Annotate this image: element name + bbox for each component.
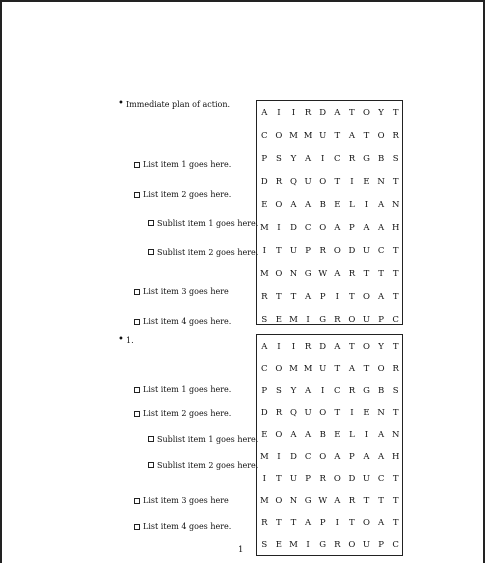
grid-letter: O: [275, 430, 283, 440]
grid-letter: T: [378, 269, 384, 279]
grid-row: [257, 103, 402, 123]
grid-letter: I: [364, 430, 369, 440]
grid-letter: O: [319, 452, 327, 462]
grid-letter: R: [319, 246, 326, 256]
grid-letter: G: [363, 154, 370, 164]
grid-row: [257, 359, 402, 379]
grid-letter: A: [363, 223, 370, 233]
grid-letter: D: [319, 342, 327, 352]
grid-row: [257, 126, 402, 146]
grid-letter: U: [289, 246, 298, 256]
grid-letter: U: [362, 540, 371, 550]
grid-letter: M: [259, 223, 269, 233]
grid-letter: A: [290, 430, 297, 440]
grid-letter: I: [306, 315, 310, 325]
grid-letter: N: [289, 269, 298, 279]
grid-letter: A: [348, 364, 355, 374]
grid-letter: P: [305, 246, 311, 256]
checkbox-icon: [134, 162, 140, 168]
checkbox-icon: [134, 498, 140, 504]
grid-letter: I: [277, 223, 281, 233]
grid-letter: M: [259, 269, 269, 279]
grid-letter: A: [305, 200, 312, 210]
grid-letter: O: [319, 177, 327, 187]
checkbox-icon: [148, 436, 154, 442]
grid-letter: S: [261, 315, 268, 325]
grid-letter: U: [362, 474, 371, 484]
list-item: List item 1 goes here.: [134, 385, 231, 394]
grid-letter: G: [319, 315, 327, 325]
grid-letter: T: [392, 108, 399, 118]
grid-row: [257, 381, 402, 401]
list-item: List item 1 goes here.: [134, 160, 231, 169]
grid-letter: O: [363, 518, 370, 528]
grid-letter: L: [349, 200, 355, 210]
grid-row: [257, 287, 402, 307]
grid-letter: R: [348, 269, 356, 279]
grid-letter: T: [363, 269, 370, 279]
grid-letter: Y: [378, 108, 384, 118]
grid-letter: M: [289, 364, 298, 374]
grid-letter: D: [290, 452, 297, 462]
grid-letter: R: [319, 474, 326, 484]
grid-letter: T: [378, 496, 384, 506]
grid-letter: T: [276, 474, 282, 484]
grid-row: [257, 535, 402, 555]
grid-letter: I: [321, 386, 325, 396]
grid-letter: D: [260, 177, 268, 187]
grid-letter: U: [319, 131, 327, 141]
grid-letter: N: [289, 496, 298, 506]
grid-letter: C: [377, 246, 385, 256]
grid-letter: A: [348, 131, 355, 141]
grid-letter: G: [304, 269, 312, 279]
grid-letter: P: [261, 386, 268, 396]
grid-letter: O: [333, 246, 341, 256]
grid-letter: N: [377, 177, 385, 187]
bullet-marker: •: [118, 98, 124, 109]
sublist-item: Sublist item 1 goes here.: [148, 435, 258, 444]
grid-row: [257, 172, 402, 192]
sublist-item: Sublist item 1 goes here.: [148, 219, 258, 228]
grid-letter: T: [349, 292, 355, 302]
grid-row: [257, 513, 402, 533]
grid-letter: O: [275, 200, 283, 210]
grid-letter: I: [291, 108, 296, 118]
grid-letter: O: [333, 474, 341, 484]
grid-row: [257, 195, 402, 215]
grid-letter: W: [318, 269, 328, 279]
grid-letter: O: [348, 315, 356, 325]
grid-letter: A: [290, 200, 297, 210]
grid-letter: A: [305, 292, 312, 302]
grid-letter: G: [363, 386, 370, 396]
grid-letter: O: [377, 131, 385, 141]
grid-letter: P: [378, 540, 384, 550]
grid-letter: H: [391, 452, 400, 462]
grid-letter: I: [335, 518, 339, 528]
grid-letter: T: [392, 496, 399, 506]
grid-letter: S: [275, 386, 282, 396]
grid-letter: I: [277, 108, 281, 118]
grid-letter: T: [363, 496, 370, 506]
list-item: List item 4 goes here.: [134, 522, 231, 531]
grid-letter: P: [378, 315, 384, 325]
block-heading: 1.: [126, 336, 134, 345]
grid-letter: I: [335, 292, 339, 302]
grid-letter: N: [391, 200, 400, 210]
grid-letter: T: [349, 108, 355, 118]
grid-letter: M: [303, 364, 313, 374]
grid-letter: S: [275, 154, 282, 164]
grid-letter: I: [350, 408, 354, 418]
grid-letter: O: [348, 540, 356, 550]
grid-row: [257, 337, 402, 357]
grid-letter: C: [261, 364, 268, 374]
grid-letter: P: [349, 452, 355, 462]
checkbox-icon: [134, 289, 140, 295]
grid-letter: C: [304, 452, 312, 462]
grid-letter: P: [349, 223, 355, 233]
grid-letter: R: [348, 154, 356, 164]
grid-letter: I: [277, 452, 281, 462]
grid-letter: A: [363, 452, 370, 462]
grid-letter: U: [319, 364, 327, 374]
grid-letter: I: [306, 540, 310, 550]
grid-letter: S: [392, 386, 399, 396]
grid-letter: A: [378, 223, 385, 233]
grid-letter: O: [363, 342, 370, 352]
grid-letter: I: [262, 474, 266, 484]
grid-letter: R: [304, 108, 312, 118]
grid-letter: Y: [290, 154, 297, 164]
grid-letter: T: [363, 364, 370, 374]
grid-letter: C: [334, 154, 341, 164]
grid-letter: O: [275, 496, 283, 506]
checkbox-icon: [134, 319, 140, 325]
grid-row: [257, 469, 402, 489]
word-search-grid: [256, 100, 403, 325]
grid-letter: T: [392, 408, 399, 418]
grid-letter: I: [277, 342, 281, 352]
sublist-item: Sublist item 2 goes here.: [148, 461, 258, 470]
grid-letter: Q: [290, 177, 297, 187]
page-number: 1: [238, 545, 244, 555]
list-item: List item 2 goes here.: [134, 409, 231, 418]
grid-row: [257, 403, 402, 423]
grid-letter: G: [319, 540, 327, 550]
grid-letter: I: [350, 177, 354, 187]
grid-letter: C: [334, 386, 341, 396]
grid-letter: B: [319, 200, 326, 210]
grid-letter: O: [275, 131, 283, 141]
grid-letter: T: [334, 131, 341, 141]
grid-letter: T: [392, 518, 399, 528]
grid-letter: A: [378, 430, 385, 440]
list-item: List item 4 goes here.: [134, 317, 231, 326]
grid-letter: R: [261, 292, 268, 302]
grid-letter: U: [289, 474, 298, 484]
grid-letter: E: [261, 430, 268, 440]
grid-letter: A: [378, 200, 385, 210]
grid-letter: D: [319, 108, 327, 118]
grid-letter: T: [349, 342, 355, 352]
grid-letter: M: [303, 131, 313, 141]
grid-letter: Y: [378, 342, 384, 352]
grid-letter: U: [362, 246, 371, 256]
grid-letter: W: [318, 496, 328, 506]
grid-letter: A: [261, 342, 268, 352]
grid-letter: G: [304, 496, 312, 506]
grid-letter: A: [261, 108, 268, 118]
grid-letter: A: [305, 430, 312, 440]
grid-letter: R: [334, 315, 341, 325]
grid-letter: R: [348, 496, 356, 506]
grid-letter: N: [377, 408, 385, 418]
grid-letter: P: [319, 292, 326, 302]
grid-letter: H: [391, 223, 400, 233]
grid-letter: E: [334, 200, 341, 210]
grid-letter: T: [334, 408, 341, 418]
grid-letter: B: [377, 154, 385, 164]
grid-letter: T: [290, 518, 297, 528]
grid-letter: A: [334, 342, 341, 352]
grid-letter: T: [392, 292, 399, 302]
grid-letter: T: [392, 177, 399, 187]
grid-letter: O: [319, 223, 327, 233]
grid-letter: T: [276, 246, 282, 256]
grid-letter: C: [392, 315, 399, 325]
grid-letter: B: [377, 386, 385, 396]
grid-letter: O: [275, 269, 283, 279]
grid-letter: R: [261, 518, 268, 528]
grid-letter: B: [319, 430, 326, 440]
bullet-marker: •: [118, 334, 124, 345]
sublist-item: Sublist item 2 goes here.: [148, 248, 258, 257]
grid-letter: T: [290, 292, 297, 302]
grid-letter: I: [262, 246, 266, 256]
grid-letter: O: [319, 408, 327, 418]
grid-letter: M: [289, 315, 298, 325]
grid-letter: P: [261, 154, 268, 164]
grid-letter: O: [275, 364, 283, 374]
grid-letter: P: [305, 474, 311, 484]
grid-letter: T: [276, 518, 282, 528]
list-item: List item 3 goes here: [134, 496, 229, 505]
grid-letter: M: [289, 131, 298, 141]
grid-letter: T: [392, 246, 399, 256]
grid-letter: T: [334, 177, 341, 187]
grid-letter: L: [349, 430, 355, 440]
grid-letter: A: [305, 518, 312, 528]
grid-letter: C: [304, 223, 312, 233]
grid-letter: M: [259, 452, 269, 462]
grid-letter: I: [291, 342, 296, 352]
grid-letter: U: [362, 315, 371, 325]
word-search-grid: [256, 334, 403, 556]
grid-letter: R: [348, 386, 356, 396]
grid-letter: D: [290, 223, 297, 233]
grid-letter: A: [378, 292, 385, 302]
grid-letter: M: [289, 540, 298, 550]
grid-letter: R: [392, 131, 399, 141]
checkbox-icon: [134, 192, 140, 198]
grid-letter: E: [334, 430, 341, 440]
grid-letter: D: [348, 246, 356, 256]
grid-letter: A: [334, 496, 341, 506]
grid-letter: P: [319, 518, 326, 528]
grid-row: [257, 447, 402, 467]
grid-row: [257, 491, 402, 511]
grid-letter: Q: [290, 408, 297, 418]
list-item: List item 3 goes here: [134, 287, 229, 296]
grid-letter: A: [334, 108, 341, 118]
checkbox-icon: [134, 387, 140, 393]
grid-letter: A: [334, 452, 341, 462]
grid-letter: T: [392, 342, 399, 352]
grid-letter: A: [305, 154, 312, 164]
grid-letter: C: [392, 540, 399, 550]
grid-letter: A: [378, 452, 385, 462]
grid-letter: R: [275, 177, 283, 187]
list-item: List item 2 goes here.: [134, 190, 231, 199]
grid-letter: I: [321, 154, 325, 164]
grid-letter: A: [378, 518, 385, 528]
grid-letter: T: [392, 474, 399, 484]
checkbox-icon: [134, 411, 140, 417]
checkbox-icon: [148, 220, 154, 226]
grid-letter: I: [364, 200, 369, 210]
grid-letter: U: [304, 177, 312, 187]
grid-letter: R: [334, 540, 341, 550]
grid-letter: S: [392, 154, 399, 164]
grid-row: [257, 241, 402, 261]
checkbox-icon: [148, 462, 154, 468]
grid-letter: U: [304, 408, 312, 418]
grid-letter: S: [261, 540, 268, 550]
grid-row: [257, 310, 402, 330]
grid-letter: T: [349, 518, 355, 528]
grid-letter: Y: [290, 386, 297, 396]
grid-letter: O: [363, 292, 370, 302]
grid-letter: N: [391, 430, 400, 440]
grid-letter: A: [305, 386, 312, 396]
grid-letter: C: [377, 474, 385, 484]
grid-row: [257, 264, 402, 284]
grid-letter: O: [377, 364, 385, 374]
grid-letter: E: [275, 315, 282, 325]
grid-letter: A: [334, 269, 341, 279]
grid-letter: R: [275, 408, 283, 418]
grid-letter: O: [363, 108, 370, 118]
grid-letter: T: [276, 292, 282, 302]
grid-letter: T: [392, 269, 399, 279]
grid-letter: T: [334, 364, 341, 374]
grid-letter: R: [304, 342, 312, 352]
grid-row: [257, 218, 402, 238]
grid-letter: C: [261, 131, 268, 141]
grid-row: [257, 149, 402, 169]
grid-letter: M: [259, 496, 269, 506]
checkbox-icon: [134, 524, 140, 530]
grid-letter: E: [363, 408, 370, 418]
grid-row: [257, 425, 402, 445]
grid-letter: T: [363, 131, 370, 141]
grid-letter: D: [348, 474, 356, 484]
grid-letter: A: [334, 223, 341, 233]
checkbox-icon: [148, 249, 154, 255]
block-heading: Immediate plan of action.: [126, 100, 231, 109]
grid-letter: E: [261, 200, 268, 210]
grid-letter: E: [363, 177, 370, 187]
grid-letter: R: [392, 364, 399, 374]
grid-letter: E: [275, 540, 282, 550]
grid-letter: D: [260, 408, 268, 418]
